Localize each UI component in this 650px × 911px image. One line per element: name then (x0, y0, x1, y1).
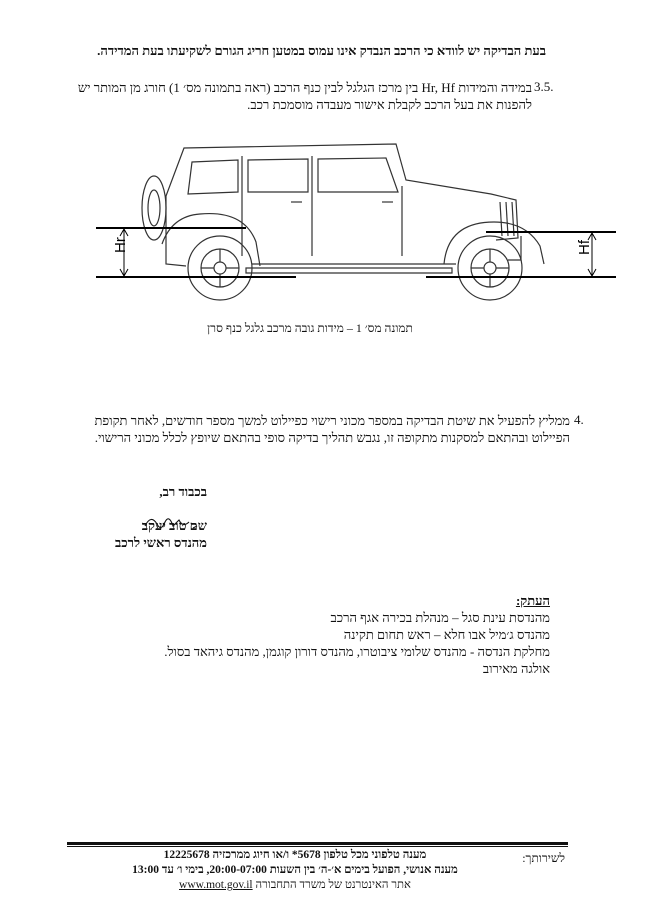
closing-greeting: בכבוד רב, (159, 484, 207, 499)
figure-caption: תמונה מס׳ 1 – מידות גובה מרכב גלגל כנף סרן (207, 321, 413, 335)
footer-info (75, 848, 515, 893)
handwritten-signature (143, 512, 203, 534)
paragraph-top: בעת הבדיקה יש לוודא כי הרכב הנבדק אינו עמוס במטען חריג הגורם לשקיעתו בעת המדידה. (97, 43, 546, 58)
footer-hours-line: מענה אנושי, הפועל בימים א׳-ה׳ בין השעות 20:00-07:00, בימי ו׳ עד 13:00 (132, 864, 458, 876)
cc-line-2: מהנדס ג׳מיל אבו חלא – ראש תחום תקינה (343, 627, 550, 642)
footer-label: לשירותך: (522, 851, 565, 865)
cc-line-1: מהנדסת עינת סגל – מנהלת בכירה אגף הרכב (330, 610, 550, 625)
cc-line-3: מחלקת הנדסה - מהנדס שלומי ציבוטרו, מהנדס דורון קוגמן, מהנדס גיהאד בסול. (164, 644, 550, 659)
cc-heading: העתק: (515, 593, 550, 608)
jeep-outline (142, 144, 544, 273)
section-3-5-number: 3.5. (534, 79, 554, 94)
section-3-5-text: במידה והמידות Hr, Hf בין מרכז הגלגל לבין כנף הרכב (ראה בתמונה מס׳ 1) חורג מן המותר יש להפנות את בעל הרכב לקבלת אישור מעבדה מוסמכת רכב. (77, 80, 532, 112)
footer-website-prefix: אתר האינטרנט של משרד התחבורה (255, 879, 411, 891)
label-hr: Hr (112, 237, 129, 253)
signer-title: מהנדס ראשי לרכב (115, 535, 207, 550)
section-4-text: ממליץ להפעיל את שיטת הבדיקה במספר מכוני רישוי כפיילוט למשך מספר חודשים, לאחר תקופת הפיילוט ובהתאם למסקנות מתקופה זו, נגבש תהליך בדיקה סופי בהתאם שיופץ לכלל מכוני הרישוי. (94, 413, 570, 445)
cc-line-4: אולגה מאירוב (482, 661, 550, 676)
front-wheel (458, 236, 522, 300)
signer-name: שם טוב יעקב (141, 518, 207, 533)
cc-block (50, 592, 550, 677)
footer-rule (67, 842, 568, 845)
footer-website-line (75, 878, 515, 893)
section-4-number: 4. (574, 412, 584, 427)
measurement-lines (96, 228, 616, 277)
footer-rule-thin (67, 846, 568, 847)
footer-phone-line: מענה טלפוני מכל טלפון 5678* ו/או חיוג ממרכזיה 12225678 (163, 849, 427, 861)
label-hf: Hf (576, 240, 593, 255)
website-link[interactable]: www.mot.gov.il (179, 879, 253, 891)
rear-wheel (188, 236, 252, 300)
vehicle-diagram (96, 136, 616, 311)
